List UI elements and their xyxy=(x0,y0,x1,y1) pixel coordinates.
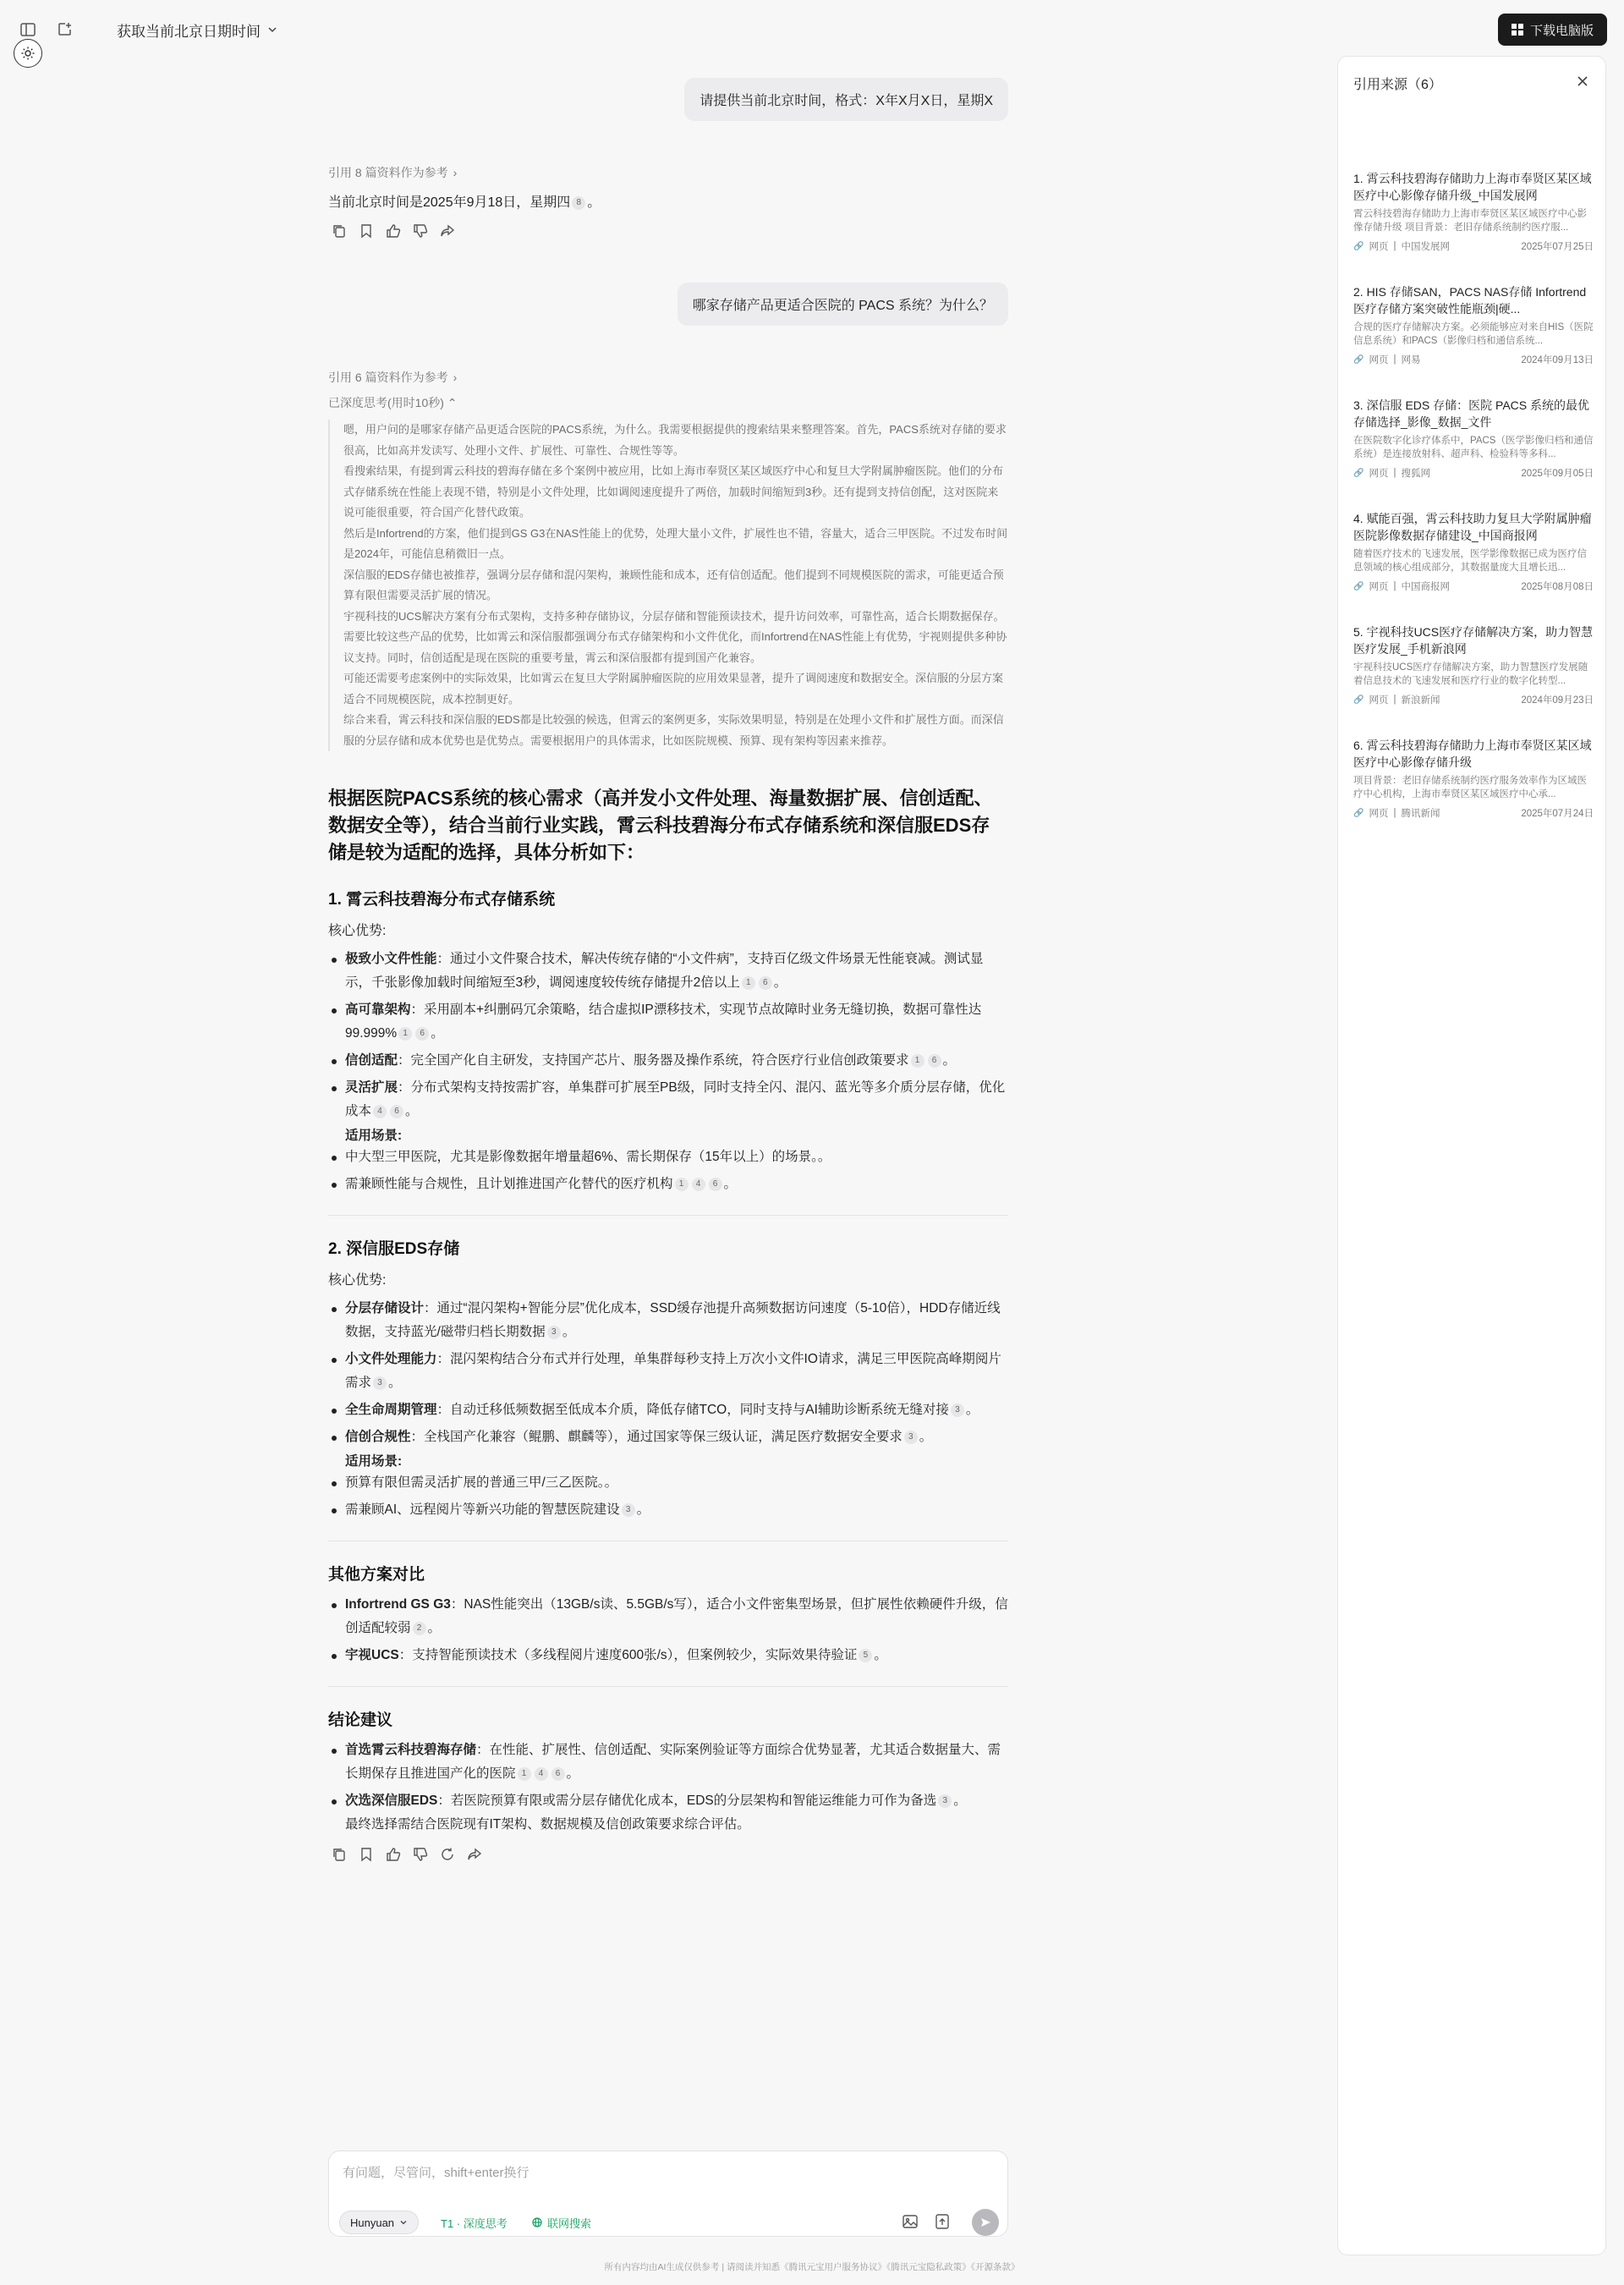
item-text: ：混闪架构结合分布式并行处理，单集群每秒支持上万次小文件IO请求，满足三甲医院高峰期阅片需求 xyxy=(345,1352,1001,1390)
source-title: 3. 深信服 EDS 存储：医院 PACS 系统的最优存储选择_影像_数据_文件 xyxy=(1353,398,1589,429)
citation-badge[interactable]: 4 xyxy=(373,1105,387,1118)
section-title: 2. 深信服EDS存储 xyxy=(328,1240,460,1258)
citation-badge[interactable]: 6 xyxy=(709,1178,722,1191)
section-title: 其他方案对比 xyxy=(328,1566,425,1584)
top-left-toolbar xyxy=(17,19,277,41)
item-bold-label: 分层存储设计 xyxy=(345,1301,425,1316)
model-selector[interactable] xyxy=(339,2211,419,2234)
section-title: 结论建议 xyxy=(328,1711,393,1729)
thinking-paragraph: 可能还需要考虑案例中的实际效果，比如霄云在复旦大学附属肿瘤医院的应用效果显著，提升了调阅速度和数据安全。深信服的分层方案适合不同规模医院，成本控制更好。 xyxy=(343,672,1004,706)
citation-badge[interactable]: 5 xyxy=(859,1649,872,1662)
item-period: 。 xyxy=(431,1026,444,1041)
item-text: 需兼顾性能与合规性，且计划推进国产化替代的医疗机构 xyxy=(345,1177,673,1191)
source-site: 腾讯新闻 xyxy=(1401,809,1440,819)
list-item xyxy=(328,1498,1008,1522)
source-meta xyxy=(1353,239,1594,253)
message-actions-1 xyxy=(332,223,455,239)
item-text: ：自动迁移低频数据至低成本介质，降低存储TCO，同时支持与AI辅助诊断系统无缝对接 xyxy=(436,1403,949,1417)
model-label: Hunyuan xyxy=(350,2216,395,2229)
source-date: 2024年09月23日 xyxy=(1521,695,1594,706)
meta-separator: | xyxy=(1393,241,1396,251)
source-meta xyxy=(1353,579,1594,593)
thumbs-up-icon[interactable] xyxy=(386,223,401,239)
assistant-answer-2 xyxy=(328,785,1008,1855)
item-period: 。 xyxy=(942,1053,957,1068)
citation-badge[interactable]: 6 xyxy=(390,1105,403,1118)
source-card[interactable] xyxy=(1353,510,1594,593)
disclaimer-footer: 所有内容均由AI生成仅供参考 | 请阅读并知悉《腾讯元宝用户服务协议》《腾讯元宝隐私政策》《开源条款》 xyxy=(604,2262,1020,2272)
thinking-paragraph: 嗯，用户问的是哪家存储产品更适合医院的PACS系统，为什么。我需要根据提供的搜索结果来整理答案。首先，PACS系统对存储的要求很高，比如高并发读写、处理小文件、扩展性、可靠性、合规性等等。 xyxy=(343,423,1007,457)
item-period: 。 xyxy=(604,1475,618,1490)
item-text: ：在性能、扩展性、信创适配、实际案例验证等方面综合优势显著，尤其适合数据量大、需长期保存且推进国产化的医院 xyxy=(345,1743,1001,1781)
link-icon: 🔗 xyxy=(1353,581,1364,591)
link-icon: 🔗 xyxy=(1353,808,1364,818)
windows-icon xyxy=(1512,24,1523,36)
divider xyxy=(328,1686,1008,1687)
item-text: ：分布式架构支持按需扩容，单集群可扩展至PB级，同时支持全闪、混闪、蓝光等多介质分层存储，优化成本 xyxy=(345,1080,1006,1118)
globe-icon xyxy=(532,2217,542,2227)
thinking-content xyxy=(328,420,1008,751)
deep-think-label: T1 · 深度思考 xyxy=(441,2216,508,2230)
item-tail-text: 最终选择需结合医院现有IT架构、数据规模及信创政策要求综合评估。 xyxy=(345,1817,750,1832)
link-icon: 🔗 xyxy=(1353,695,1364,705)
citation-badge[interactable]: 3 xyxy=(622,1503,635,1517)
item-bold-label: 高可靠架构 xyxy=(345,1002,411,1017)
deep-think-toggle[interactable] xyxy=(431,2211,518,2234)
list-item xyxy=(328,1348,1008,1395)
message-actions-2 xyxy=(332,1847,1012,1862)
item-period: 。 xyxy=(427,1621,442,1635)
scene-label: 适用场景: xyxy=(345,1454,403,1469)
source-card[interactable] xyxy=(1353,737,1594,820)
s2-scenes-list xyxy=(328,1471,1008,1522)
bookmark-icon[interactable] xyxy=(359,1847,374,1862)
citation-badge[interactable]: 3 xyxy=(547,1326,561,1339)
link-icon: 🔗 xyxy=(1353,468,1364,478)
item-bold-label: 宇视UCS xyxy=(345,1648,399,1662)
item-period: 。 xyxy=(636,1502,650,1517)
source-title: 1. 霄云科技碧海存储助力上海市奉贤区某区域医疗中心影像存储升级_中国发展网 xyxy=(1353,172,1592,202)
file-upload-icon[interactable] xyxy=(933,2212,952,2231)
citation-badge[interactable]: 4 xyxy=(692,1178,705,1191)
source-snippet: 项目背景：老旧存储系统制约医疗服务效率作为区域医疗中心机构，上海市奉贤区某区域医疗中心承... xyxy=(1353,776,1587,799)
user-message-2: 哪家存储产品更适合医院的 PACS 系统？为什么？ xyxy=(678,283,1008,326)
source-snippet: 在医院数字化诊疗体系中，PACS（医学影像归档和通信系统）是连接放射科、超声科、检验科等多科... xyxy=(1353,436,1594,459)
citation-badge[interactable]: 1 xyxy=(675,1178,689,1191)
s1-scenes-list xyxy=(328,1145,1008,1196)
reference-link-1[interactable] xyxy=(328,164,457,181)
citation-badge[interactable]: 3 xyxy=(951,1403,964,1417)
reference-link-2[interactable] xyxy=(328,369,457,386)
source-card[interactable] xyxy=(1353,283,1594,366)
thinking-paragraph: 然后是Infortrend的方案，他们提到GS G3在NAS性能上的优势，处理大量小文件，扩展性也不错，容量大，适合三甲医院。不过发布时间是2024年，可能信息稍微旧一点。 xyxy=(343,526,1008,560)
bookmark-icon[interactable] xyxy=(359,223,374,239)
item-bold-label: 小文件处理能力 xyxy=(345,1352,437,1366)
item-period: 。 xyxy=(773,975,787,990)
source-card[interactable] xyxy=(1353,170,1594,253)
item-period: 。 xyxy=(723,1177,738,1191)
list-item xyxy=(328,948,1008,995)
citation-badge[interactable]: 6 xyxy=(415,1027,429,1041)
item-text: ：NAS性能突出（13GB/s读、5.5GB/s写），适合小文件密集型场景，但扩展性依赖硬件升级，信创适配较弱 xyxy=(345,1597,1008,1635)
source-type: 网页 xyxy=(1369,242,1389,252)
sources-panel xyxy=(1337,56,1606,2255)
meta-separator: | xyxy=(1393,808,1396,818)
item-bold-label: 次选深信服EDS xyxy=(345,1793,438,1808)
list-item xyxy=(328,1593,1008,1640)
source-type: 网页 xyxy=(1369,355,1389,365)
item-text: ：采用副本+纠删码冗余策略，结合虚拟IP漂移技术，实现节点故障时业务无缝切换，数据可靠性达99.999% xyxy=(345,1002,982,1041)
item-bold-label: 信创适配 xyxy=(345,1053,398,1068)
source-title: 4. 赋能百强，霄云科技助力复旦大学附属肿瘤医院影像数据存储建设_中国商报网 xyxy=(1353,512,1592,542)
source-meta xyxy=(1353,806,1594,820)
source-site: 中国商报网 xyxy=(1401,582,1450,592)
thinking-paragraph: 综合来看，霄云科技和深信服的EDS都是比较强的候选，但霄云的案例更多，实际效果明显，特别是在处理小文件和扩展性方面。而深信服的分层存储和成本优势也是优势点。需要根据用户的具体需求，比如医院规模、预算、现有架构等因素来推荐。 xyxy=(343,713,1004,747)
meta-separator: | xyxy=(1393,468,1396,478)
link-icon: 🔗 xyxy=(1353,241,1364,251)
item-bold-label: 极致小文件性能 xyxy=(345,952,437,966)
scene-label: 适用场景: xyxy=(345,1129,403,1143)
citation-badge[interactable]: 1 xyxy=(742,976,755,990)
thumbs-down-icon[interactable] xyxy=(413,1847,428,1862)
citation-badge[interactable]: 1 xyxy=(911,1054,924,1068)
item-text: 需兼顾AI、远程阅片等新兴功能的智慧医院建设 xyxy=(345,1502,620,1517)
meta-separator: | xyxy=(1393,581,1396,591)
citation-badge[interactable]: 8 xyxy=(572,196,585,210)
item-period: 。 xyxy=(953,1793,967,1808)
web-search-toggle[interactable] xyxy=(522,2211,601,2234)
answer-period: 。 xyxy=(587,195,601,210)
citation-badge[interactable]: 4 xyxy=(535,1767,548,1781)
divider xyxy=(328,1215,1008,1216)
copy-icon[interactable] xyxy=(332,1847,347,1862)
deep-thinking-label: 已深度思考(用时10秒) xyxy=(328,396,444,409)
item-bold-label: 首选霄云科技碧海存储 xyxy=(345,1743,477,1757)
source-meta xyxy=(1353,353,1594,366)
share-icon[interactable] xyxy=(467,1847,482,1862)
citation-badge[interactable]: 6 xyxy=(759,976,772,990)
source-date: 2025年07月24日 xyxy=(1521,809,1594,819)
thumbs-down-icon[interactable] xyxy=(413,223,428,239)
copy-icon[interactable] xyxy=(332,223,347,239)
conversation-title[interactable] xyxy=(117,19,277,41)
sources-title: 引用来源（6） xyxy=(1353,78,1442,92)
list-item xyxy=(328,1425,1008,1449)
item-period: 。 xyxy=(919,1430,933,1444)
web-search-label: 联网搜索 xyxy=(547,2216,592,2230)
list-item xyxy=(328,1398,1008,1422)
list-item xyxy=(328,1076,1008,1123)
item-text: ：通过“混闪架构+智能分层”优化成本，SSD缓存池提升高频数据访问速度（5-10倍），HDD存储近线数据，支持蓝光/磁带归档长期数据 xyxy=(345,1301,1001,1339)
source-date: 2024年09月13日 xyxy=(1521,355,1594,365)
list-item xyxy=(328,1145,1008,1169)
chevron-down-icon xyxy=(399,2218,408,2227)
source-card[interactable] xyxy=(1353,397,1594,480)
source-site: 中国发展网 xyxy=(1401,242,1450,252)
chevron-right-icon: › xyxy=(453,371,458,384)
core-advantages-label: 核心优势: xyxy=(328,1273,387,1288)
conversation-title-text: 获取当前北京日期时间 xyxy=(117,23,261,40)
user-message-1: 请提供当前北京时间，格式：X年X月X日，星期X xyxy=(684,78,1008,121)
list-item xyxy=(328,1471,1008,1495)
source-type: 网页 xyxy=(1369,582,1389,592)
citation-badge[interactable]: 6 xyxy=(551,1767,565,1781)
citation-badge[interactable]: 3 xyxy=(938,1794,952,1808)
source-meta xyxy=(1353,466,1594,480)
meta-separator: | xyxy=(1393,354,1396,365)
sidebar-toggle-icon[interactable] xyxy=(17,19,39,41)
item-bold-label: 灵活扩展 xyxy=(345,1080,398,1095)
item-bold-label: 信创合规性 xyxy=(345,1430,411,1444)
source-title: 5. 宇视科技UCS医疗存储解决方案，助力智慧医疗发展_手机新浪网 xyxy=(1353,625,1594,656)
citation-badge[interactable]: 1 xyxy=(398,1027,412,1041)
deep-thinking-toggle[interactable] xyxy=(328,394,458,411)
thinking-paragraph: 宇视科技的UCS解决方案有分布式架构，支持多种存储协议，分层存储和智能预读技术，提升访问效率，可靠性高，适合长期数据保存。 xyxy=(343,609,1005,623)
source-type: 网页 xyxy=(1369,809,1389,819)
citation-badge[interactable]: 1 xyxy=(518,1767,531,1781)
citation-badge[interactable]: 3 xyxy=(373,1376,387,1390)
source-snippet: 霄云科技碧海存储助力上海市奉贤区某区域医疗中心影像存储升级 项目背景：老旧存储系统制约医疗服... xyxy=(1353,209,1587,233)
item-text: 预算有限但需灵活扩展的普通三甲/三乙医院。 xyxy=(345,1475,605,1490)
list-item xyxy=(328,1644,1008,1667)
conclusion-list xyxy=(328,1738,1008,1837)
item-period: 。 xyxy=(405,1104,419,1118)
source-snippet: 宇视科技UCS医疗存储解决方案，助力智慧医疗发展随着信息技术的飞速发展和医疗行业的数字化转型... xyxy=(1353,662,1588,686)
source-card[interactable] xyxy=(1353,623,1594,706)
item-period: 。 xyxy=(817,1150,831,1164)
list-item xyxy=(328,1738,1008,1786)
item-text: ：支持智能预读技术（多线程阅片速度600张/s），但案例较少，实际效果待验证 xyxy=(398,1648,858,1662)
new-chat-icon[interactable] xyxy=(54,19,76,41)
chat-input-box xyxy=(328,2150,1008,2237)
answer-text: 当前北京时间是2025年9月18日，星期四 xyxy=(328,195,571,210)
list-item xyxy=(328,1789,1008,1837)
source-date: 2025年08月08日 xyxy=(1521,582,1594,592)
list-item xyxy=(328,1297,1008,1344)
item-text: ：完全国产化自主研发，支持国产芯片、服务器及操作系统，符合医疗行业信创政策要求 xyxy=(398,1053,909,1068)
citation-badge[interactable]: 2 xyxy=(413,1622,426,1635)
source-title: 6. 霄云科技碧海存储助力上海市奉贤区某区域医疗中心影像存储升级 xyxy=(1353,739,1592,769)
source-date: 2025年07月25日 xyxy=(1521,242,1594,252)
meta-separator: | xyxy=(1393,695,1396,705)
assistant-answer-1 xyxy=(328,191,601,211)
list-item xyxy=(328,1173,1008,1196)
item-period: 。 xyxy=(566,1766,580,1781)
source-date: 2025年09月05日 xyxy=(1521,469,1594,479)
citation-badge[interactable]: 3 xyxy=(904,1431,918,1444)
reference-count-text: 引用 6 篇资料作为参考 xyxy=(328,371,448,384)
arrow-right-icon xyxy=(979,2216,991,2228)
send-button[interactable] xyxy=(972,2209,999,2236)
list-item xyxy=(328,1049,1008,1073)
item-bold-label: Infortrend GS G3 xyxy=(345,1597,451,1612)
source-title: 2. HIS 存储SAN，PACS NAS存储 Infortrend医疗存储方案突破性能瓶颈|硬... xyxy=(1353,285,1587,316)
source-meta xyxy=(1353,693,1594,706)
item-period: 。 xyxy=(874,1648,887,1662)
thinking-paragraph: 需要比较这些产品的优势，比如霄云和深信服都强调分布式存储架构和小文件优化，而Infortrend在NAS性能上有优势，宇视则提供多种协议支持。同时，信创适配是现在医院的重要考量，霄云和深信服都有提到国产化兼容。 xyxy=(343,630,1007,664)
chevron-right-icon: › xyxy=(453,166,458,179)
share-icon[interactable] xyxy=(440,223,455,239)
comparison-list xyxy=(328,1593,1008,1667)
settings-gear-icon[interactable] xyxy=(14,39,42,68)
s2-advantages-list xyxy=(328,1297,1008,1449)
source-site: 搜狐网 xyxy=(1401,469,1430,479)
core-advantages-label: 核心优势: xyxy=(328,924,387,938)
item-text: ：全栈国产化兼容（鲲鹏、麒麟等），通过国家等保三级认证，满足医疗数据安全要求 xyxy=(410,1430,903,1444)
source-site: 新浪新闻 xyxy=(1401,695,1440,706)
chevron-up-icon: ⌃ xyxy=(447,396,458,409)
item-period: 。 xyxy=(388,1376,402,1390)
reference-count-text: 引用 8 篇资料作为参考 xyxy=(328,166,448,179)
answer-heading: 根据医院PACS系统的核心需求（高并发小文件处理、海量数据扩展、信创适配、数据安全等），结合当前行业实践，霄云科技碧海分布式存储系统和深信服EDS存储是较为适配的选择，具体分析如下： xyxy=(328,788,993,863)
link-icon: 🔗 xyxy=(1353,354,1364,365)
item-bold-label: 全生命周期管理 xyxy=(345,1403,437,1417)
source-snippet: 合规的医疗存储解决方案。必须能够应对来自HIS（医院信息系统）和PACS（影像归档和通信系统... xyxy=(1353,322,1594,346)
close-icon[interactable] xyxy=(1575,74,1590,89)
chevron-down-icon xyxy=(267,25,277,35)
source-type: 网页 xyxy=(1369,469,1389,479)
download-label: 下载电脑版 xyxy=(1529,23,1594,38)
source-type: 网页 xyxy=(1369,695,1389,706)
item-text: ：通过小文件聚合技术，解决传统存储的“小文件病”，支持百亿级文件场景无性能衰减。测试显示，千张影像加载时间缩短至3秒，调阅速度较传统存储提升2倍以上 xyxy=(345,952,984,990)
thumbs-up-icon[interactable] xyxy=(386,1847,401,1862)
item-text: 中大型三甲医院，尤其是影像数据年增量超6%、需长期保存（15年以上）的场景。 xyxy=(345,1150,818,1164)
chat-input[interactable]: 有问题，尽管问，shift+enter换行 xyxy=(343,2166,529,2180)
source-snippet: 随着医疗技术的飞速发展，医学影像数据已成为医疗信息领域的核心组成部分，其数据量庞大且增长迅... xyxy=(1353,549,1587,573)
list-item xyxy=(328,998,1008,1046)
citation-badge[interactable]: 6 xyxy=(928,1054,941,1068)
regenerate-icon[interactable] xyxy=(440,1847,455,1862)
image-upload-icon[interactable] xyxy=(901,2212,919,2231)
item-period: 。 xyxy=(965,1403,979,1417)
thinking-paragraph: 深信服的EDS存储也被推荐，强调分层存储和混闪架构，兼顾性能和成本，还有信创适配。他们提到不同规模医院的需求，可能更适合预算有限但需要灵活扩展的情况。 xyxy=(343,568,1004,601)
item-text: ：若医院预算有限或需分层存储优化成本，EDS的分层架构和智能运维能力可作为备选 xyxy=(437,1793,937,1808)
source-site: 网易 xyxy=(1401,355,1421,365)
section-title: 1. 霄云科技碧海分布式存储系统 xyxy=(328,891,556,909)
s1-advantages-list xyxy=(328,948,1008,1123)
download-desktop-button[interactable] xyxy=(1498,14,1607,46)
item-period: 。 xyxy=(562,1325,576,1339)
thinking-paragraph: 看搜索结果，有提到霄云科技的碧海存储在多个案例中被应用，比如上海市奉贤区某区域医疗中心和复旦大学附属肿瘤医院。他们的分布式存储系统在性能上表现不错，特别是小文件处理，比如调阅速度提升了两倍，加载时间缩短到3秒。还有提到支持信创配，这对医院来说可能很重要，符合国产化替代政策。 xyxy=(343,464,1004,519)
